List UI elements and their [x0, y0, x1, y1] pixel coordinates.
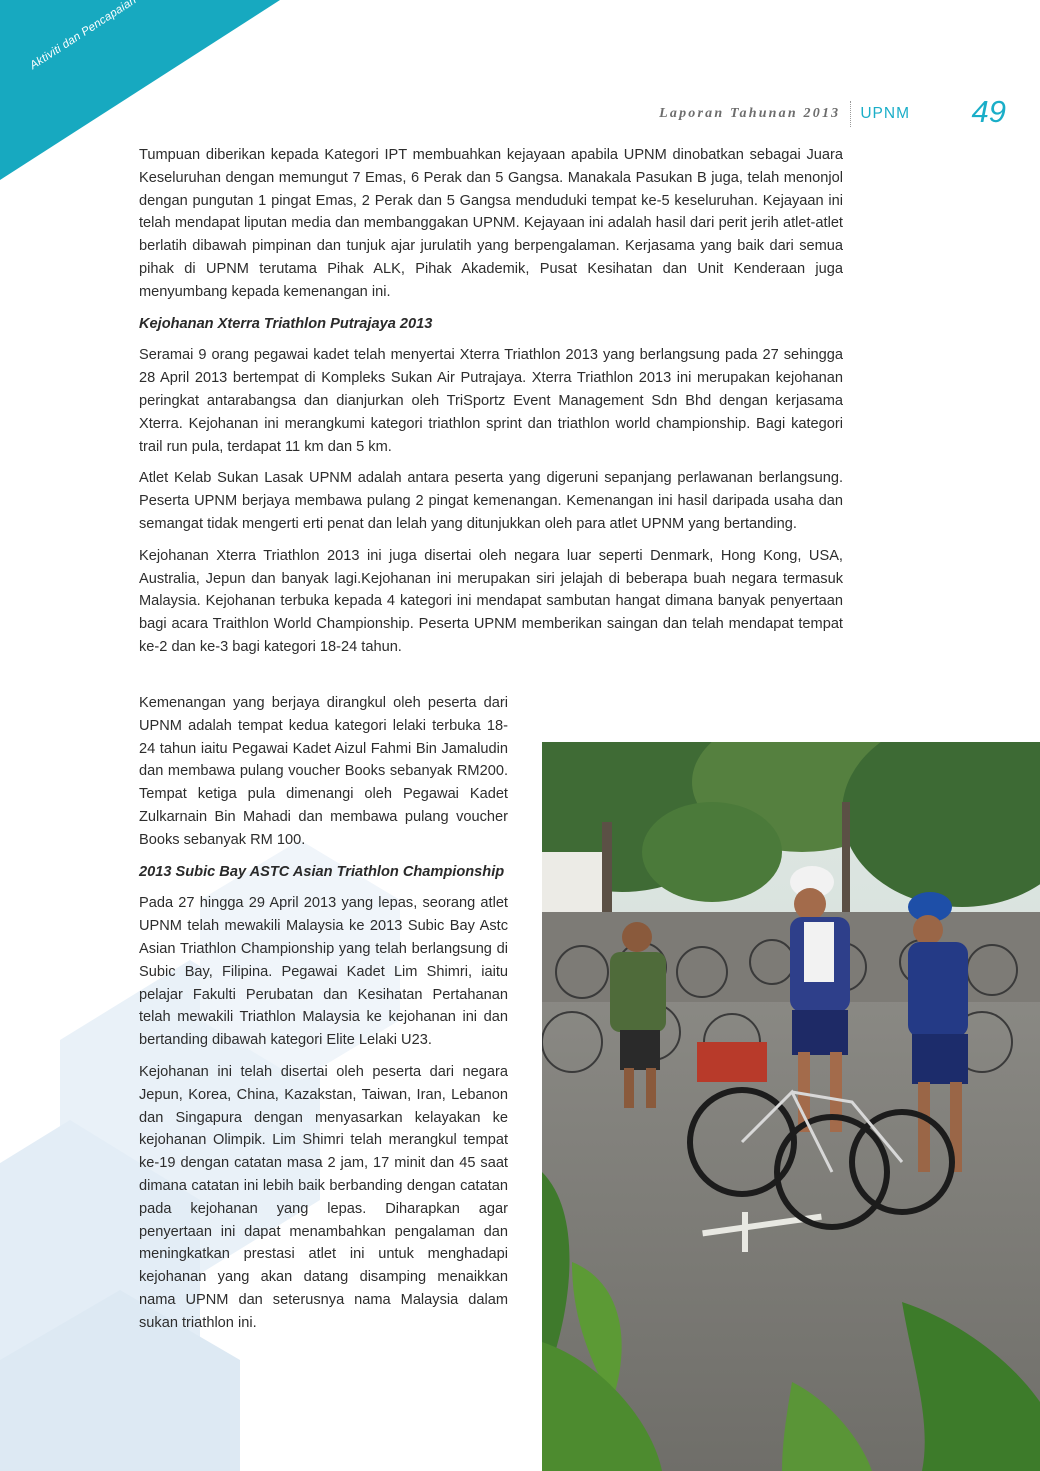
paragraph-5: Kemenangan yang berjaya dirangkul oleh peserta dari UPNM adalah tempat kedua kategori lelaki terbuka 18-24 tahun iaitu Pegawai Kadet Aizul Fahmi Bin Jamaludin dan membawa pulang voucher Books sebanyak RM200. Tempat ketiga pula dimenangi oleh Pegawai Kadet Zulkarnain Bin Mahadi dan membawa pulang voucher Books sebanyak RM 100. — [139, 695, 508, 848]
paragraph-6: Pada 27 hingga 29 April 2013 yang lepas, seorang atlet UPNM telah mewakili Malaysia ke 2013 Subic Bay Astc Asian Triathlon Championship yang telah berlangsung di Subic Bay, Filipina. Pegawai Kadet Lim Shimri, iaitu pelajar Fakulti Perubatan dan Kesihatan Pertahanan telah mewakili Triathlon Malaysia ke kejohanan ini dan bertanding dibawah kategori Elite Lelaki U23. — [139, 895, 508, 1049]
brand-name: UPNM — [860, 105, 910, 122]
section-heading-xterra: Kejohanan Xterra Triathlon Putrajaya 2013 — [139, 315, 433, 332]
triathlon-photo-illustration — [542, 742, 1040, 1471]
paragraph-7: Kejohanan ini telah disertai oleh peserta dari negara Jepun, Korea, China, Kazakstan, Taiwan, Iran, Lebanon dan Singapura dengan menyasarkan kelayakan ke kejohanan Olimpik. Lim Shimri telah merangkul tempat ke-19 dengan catatan masa 2 jam, 17 minit dan 45 saat dimana catatan ini lebih baik berbanding dengan catatan pada kejohanan yang lepas. Diharapkan agar penyertaan ini dapat menambahkan pengalaman dan meningkatkan prestasi atlet ini untuk menghadapi kejohanan yang akan datang disamping menaikkan nama UPNM dan seterusnya nama Malaysia dalam sukan triathlon ini. — [139, 1063, 508, 1331]
article-left-column — [139, 692, 508, 1344]
report-title: Laporan Tahunan 2013 — [659, 101, 851, 127]
page-number: 49 — [971, 94, 1006, 129]
triathlon-photo — [542, 742, 1040, 1471]
paragraph-2: Seramai 9 orang pegawai kadet telah menyertai Xterra Triathlon 2013 yang berlangsung pada 27 sehingga 28 April 2013 bertempat di Kompleks Sukan Air Putrajaya. Xterra Triathlon 2013 ini merupakan kejohanan peringkat antarabangsa dan dianjurkan oleh TriSportz Event Management Sdn Bhd dengan kerjasama Xterra. Kejohanan ini merangkumi kategori triathlon sprint dan triathlon world championship. Bagi kategori trail run pula, terdapat 11 km dan 5 km. — [139, 347, 843, 455]
page-header — [659, 94, 1006, 130]
paragraph-1: Tumpuan diberikan kepada Kategori IPT membuahkan kejayaan apabila UPNM dinobatkan sebagai Juara Keseluruhan dengan memungut 7 Emas, 6 Perak dan 5 Gangsa. Manakala Pasukan B juga, telah menonjol dengan pungutan 1 pingat Emas, 2 Perak dan 5 Gangsa menduduki tempat ke-5 keseluruhan. Kejayaan ini telah mendapat liputan media dan membanggakan UPNM. Kejayaan ini adalah hasil dari perit jerih atlet-atlet berlatih dibawah pimpinan dan tunjuk ajar jurulatih yang berpengalaman. Kerjasama yang baik dari semua pihak di UPNM terutama Pihak ALK, Pihak Akademik, Pusat Kesihatan dan Unit Kenderaan juga menyumbang kepada kemenangan ini. — [139, 147, 843, 300]
paragraph-3: Atlet Kelab Sukan Lasak UPNM adalah antara peserta yang digeruni sepanjang perlawanan berlangsung. Peserta UPNM berjaya membawa pulang 2 pingat kemenangan. Kemenangan ini hasil daripada usaha dan semangat tidak mengerti erti penat dan lelah yang ditunjukkan oleh para atlet UPNM yang bertanding. — [139, 470, 843, 532]
paragraph-4: Kejohanan Xterra Triathlon 2013 ini juga disertai oleh negara luar seperti Denmark, Hong Kong, USA, Australia, Jepun dan banyak lagi.Kejohanan ini merupakan siri jelajah di beberapa buah negara termasuk Malaysia. Kejohanan terbuka kepada 4 kategori ini mendapat sambutan hangat dimana banyak penyertaan bagi acara Traithlon World Championship. Peserta UPNM memberikan saingan dan telah mendapat tempat ke-2 dan ke-3 bagi kategori 18-24 tahun. — [139, 547, 843, 655]
section-heading-subic-bay: 2013 Subic Bay ASTC Asian Triathlon Championship — [139, 863, 505, 880]
article-top-column — [139, 144, 843, 668]
